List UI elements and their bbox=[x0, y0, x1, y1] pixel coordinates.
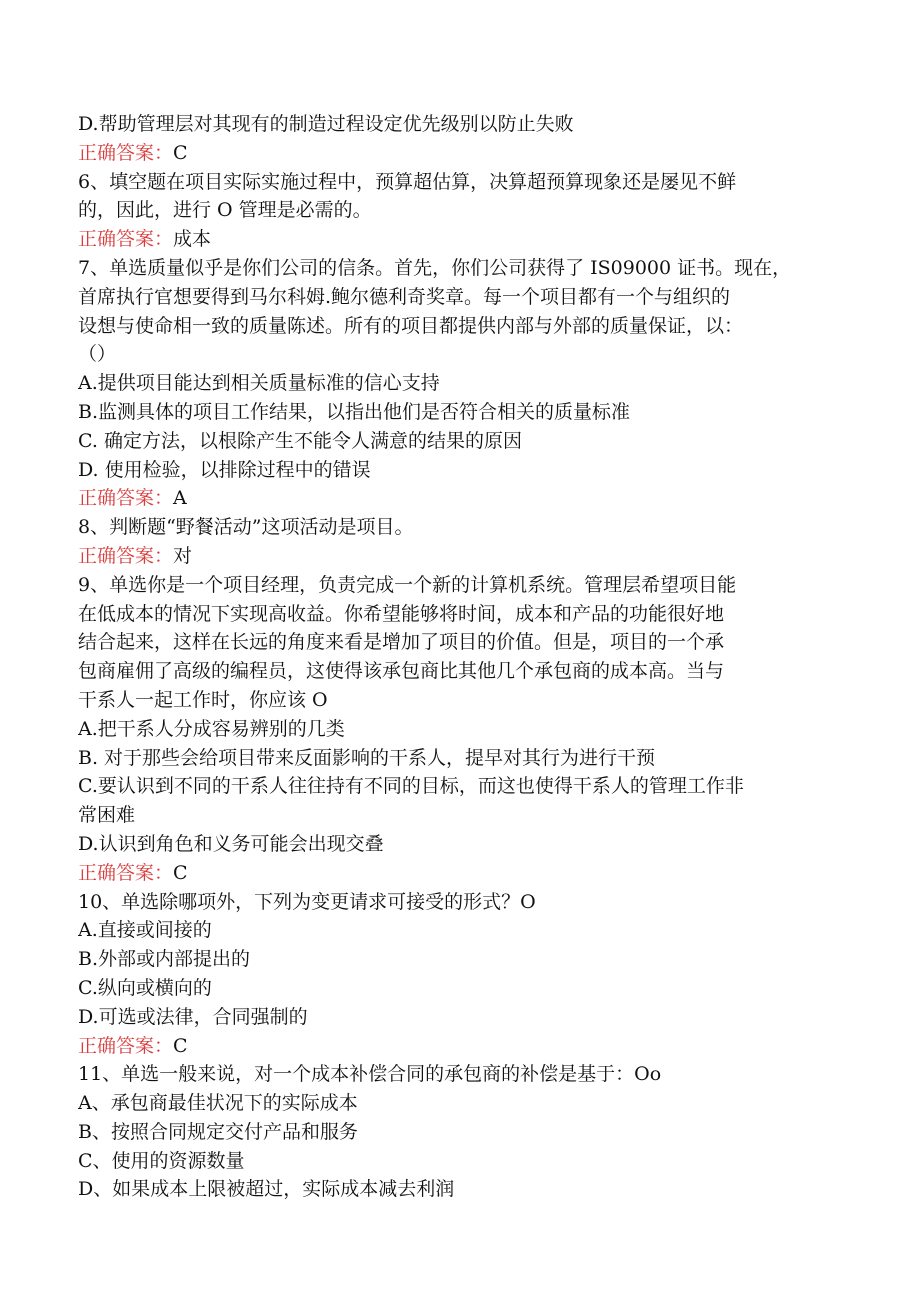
text-line: 7、单选质量似乎是你们公司的信条。首先，你们公司获得了 IS09000 证书。现在， bbox=[78, 256, 792, 279]
answer-value: C bbox=[173, 861, 188, 884]
text-line: 干系人一起工作时，你应该 O bbox=[78, 688, 328, 711]
answer-line bbox=[78, 859, 848, 888]
text-line: A、承包商最佳状况下的实际成本 bbox=[78, 1092, 358, 1115]
text-line: D.帮助管理层对其现有的制造过程设定优先级别以防止失败 bbox=[78, 113, 574, 135]
text-line: C. 确定方法，以根除产生不能令人满意的结果的原因 bbox=[78, 429, 522, 452]
answer-label: 正确答案： bbox=[78, 228, 174, 251]
text-line: C.要认识到不同的干系人往往持有不同的目标，而这也使得干系人的管理工作非 bbox=[78, 775, 744, 798]
text-line: 包商雇佣了高级的编程员，这使得该承包商比其他几个承包商的成本高。当与 bbox=[78, 660, 725, 683]
answer-value: C bbox=[173, 1034, 188, 1057]
answer-value: A bbox=[173, 487, 187, 510]
text-line: B、按照合同规定交付产品和服务 bbox=[78, 1120, 358, 1143]
text-line: B.监测具体的项目工作结果，以指出他们是否符合相关的质量标准 bbox=[78, 400, 631, 423]
answer-line bbox=[78, 225, 848, 254]
answer-value: 对 bbox=[173, 544, 193, 567]
text-line: D. 使用检验，以排除过程中的错误 bbox=[78, 458, 371, 481]
text-line: 设想与使命相一致的质量陈述。所有的项目都提供内部与外部的质量保证，以： bbox=[78, 314, 744, 337]
text-line: 11、单选一般来说，对一个成本补偿合同的承包商的补偿是基于：Oo bbox=[78, 1063, 662, 1086]
text-line: A.直接或间接的 bbox=[78, 919, 212, 942]
answer-line bbox=[78, 542, 848, 571]
text-line: D.认识到角色和义务可能会出现交叠 bbox=[78, 832, 384, 855]
text-line: （） bbox=[78, 343, 117, 366]
text-line: 结合起来，这样在长远的角度来看是增加了项目的价值。但是，项目的一个承 bbox=[78, 631, 725, 654]
answer-label: 正确答案： bbox=[78, 544, 174, 567]
answer-value: 成本 bbox=[173, 228, 212, 251]
text-line: C.纵向或横向的 bbox=[78, 976, 212, 999]
text-line: 6、填空题在项目实际实施过程中，预算超估算，决算超预算现象还是屡见不鲜 bbox=[78, 170, 737, 193]
text-line: 的，因此，进行 O 管理是必需的。 bbox=[78, 199, 372, 222]
answer-value: C bbox=[173, 141, 188, 164]
text-line: 在低成本的情况下实现高收益。你希望能够将时间，成本和产品的功能很好地 bbox=[78, 602, 725, 625]
text-line: 8、判断题“野餐活动”这项活动是项目。 bbox=[78, 516, 414, 539]
text-line: 首席执行官想要得到马尔科姆.鲍尔德利奇奖章。每一个项目都有一个与组织的 bbox=[78, 285, 731, 308]
text-line: B.外部或内部提出的 bbox=[78, 948, 251, 971]
answer-label: 正确答案： bbox=[78, 141, 174, 164]
text-line: 常困难 bbox=[78, 804, 136, 827]
text-line: A.把干系人分成容易辨别的几类 bbox=[78, 717, 345, 740]
answer-line bbox=[78, 139, 848, 168]
answer-label: 正确答案： bbox=[78, 1034, 174, 1057]
text-line: B. 对于那些会给项目带来反面影响的干系人，提早对其行为进行干预 bbox=[78, 746, 656, 769]
answer-label: 正确答案： bbox=[78, 487, 174, 510]
answer-label: 正确答案： bbox=[78, 861, 174, 884]
answer-line bbox=[78, 1032, 848, 1061]
document-body bbox=[78, 110, 848, 1204]
text-line: D.可选或法律，合同强制的 bbox=[78, 1005, 308, 1028]
text-line: A.提供项目能达到相关质量标准的信心支持 bbox=[78, 372, 440, 395]
text-line: 10、单选除哪项外，下列为变更请求可接受的形式？O bbox=[78, 890, 536, 913]
text-line: 9、单选你是一个项目经理，负责完成一个新的计算机系统。管理层希望项目能 bbox=[78, 573, 737, 596]
text-line: C、使用的资源数量 bbox=[78, 1149, 245, 1172]
answer-line bbox=[78, 484, 848, 513]
text-line: D、如果成本上限被超过，实际成本减去利润 bbox=[78, 1178, 455, 1201]
